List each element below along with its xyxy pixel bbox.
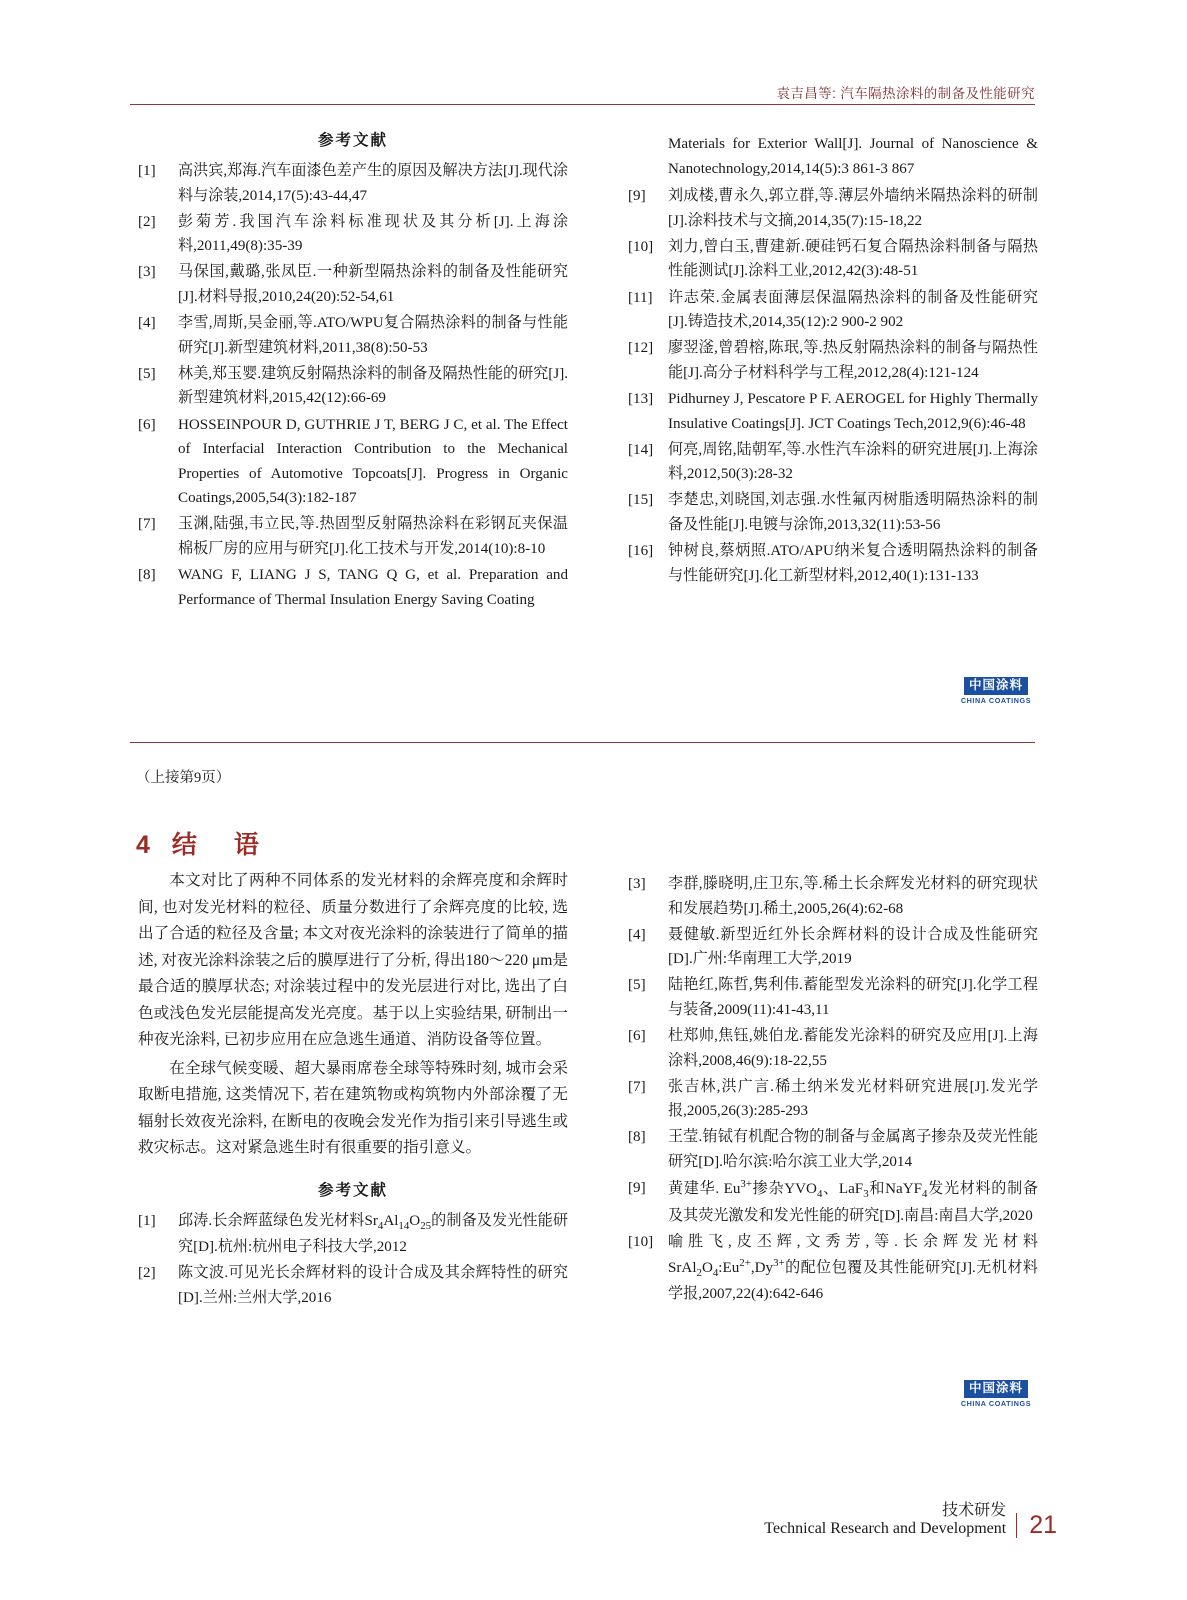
footer-zh: 技术研发 xyxy=(942,1502,1007,1519)
ref-number: [15] xyxy=(628,492,654,509)
article2-left-column xyxy=(138,868,568,1312)
list-item xyxy=(628,387,1038,436)
ref-number: [5] xyxy=(628,977,646,994)
article1-left-reference-list xyxy=(138,159,568,612)
list-item xyxy=(628,1024,1038,1073)
list-item xyxy=(628,1176,1038,1228)
footer-section-label xyxy=(764,1497,1006,1538)
ref-number: [4] xyxy=(628,926,646,943)
ref-text: 黄建华. $Eu^{3+}$掺杂$YVO_4$、LaF$_3$和NaYF$_4$发光材料的制备及其荧光激发和发光性能的研究[D].南昌:南昌大学,2020 xyxy=(668,1178,1038,1224)
list-item xyxy=(138,1209,568,1260)
ref-text: 陈文波.可见光长余辉材料的设计合成及其余辉特性的研究[D].兰州:兰州大学,2016 xyxy=(178,1265,568,1307)
ref-number: [2] xyxy=(138,213,156,230)
continued-from-note: （上接第9页） xyxy=(136,770,231,786)
ref-text: 李雪,周斯,吴金丽,等.ATO/WPU复合隔热涂料的制备与性能研究[J].新型建筑材料,2011,38(8):50-53 xyxy=(178,315,568,356)
list-item xyxy=(138,311,568,360)
header-rule xyxy=(130,104,1035,105)
list-item xyxy=(628,1125,1038,1174)
ref-text: 玉渊,陆强,韦立民,等.热固型反射隔热涂料在彩钢瓦夹保温棉板厂房的应用与研究[J].化工技术与开发,2014(10):8-10 xyxy=(178,516,568,558)
ref-number: [7] xyxy=(628,1078,646,1095)
china-coatings-logo xyxy=(958,676,1034,705)
ref-number: [3] xyxy=(138,264,156,281)
ref-number: [3] xyxy=(628,876,646,892)
article2-left-reference-list xyxy=(138,1209,568,1311)
article2-references-title: 参考文献 xyxy=(317,1181,388,1199)
list-item xyxy=(628,286,1038,335)
page-footer xyxy=(764,1497,1057,1538)
ref-text: 聂健敏.新型近红外长余辉材料的设计合成及性能研究[D].广州:华南理工大学,2019 xyxy=(668,926,1038,968)
ref-number: [6] xyxy=(138,416,156,433)
ref-text: 陆艳红,陈哲,隽利伟.蓄能型发光涂料的研究[J].化学工程与装备,2009(11):41-43,11 xyxy=(668,977,1038,1018)
ref-number: [8] xyxy=(138,567,156,584)
ref-text: 高洪宾,郑海.汽车面漆色差产生的原因及解决方法[J].现代涂料与涂装,2014,17(5):43-44,47 xyxy=(178,163,568,204)
article1-right-column xyxy=(628,132,1038,590)
ref-number: [16] xyxy=(628,543,654,559)
ref-number: [2] xyxy=(138,1265,156,1282)
ref-text: 李楚忠,刘晓国,刘志强.水性氟丙树脂透明隔热涂料的制备及性能[J].电镀与涂饰,2013,32(11):53-56 xyxy=(668,492,1038,533)
section-heading xyxy=(136,825,265,861)
ref-number: [10] xyxy=(628,238,654,255)
ref-text: 钟树良,蔡炳照.ATO/APU纳米复合透明隔热涂料的制备与性能研究[J].化工新型材料,2012,40(1):131-133 xyxy=(668,543,1038,584)
ref-number: [1] xyxy=(138,1212,156,1229)
ref-number: [1] xyxy=(138,163,156,180)
article2-right-reference-list xyxy=(628,872,1038,1307)
ref-text: 刘力,曾白玉,曹建新.硬硅钙石复合隔热涂料制备与隔热性能测试[J].涂料工业,2012,42(3):48-51 xyxy=(668,238,1038,280)
ref-text: 林美,郑玉婴.建筑反射隔热涂料的制备及隔热性能的研究[J].新型建筑材料,2015,42(12):66-69 xyxy=(178,365,568,407)
ref-number: [13] xyxy=(628,390,654,407)
section-title: 结 语 xyxy=(171,831,265,859)
ref-text: 喻胜飞,皮丕辉,文秀芳,等.长余辉发光材料$SrAl_2O_4:Eu^{2+},Dy^{3+}$的配位包覆及其性能研究[J].无机材料学报,2007,22(4):642-646 xyxy=(668,1233,1038,1303)
page-number: 21 xyxy=(1016,1513,1057,1538)
article1-left-column xyxy=(138,128,568,614)
article1-reference-continuation: Materials for Exterior Wall[J]. Journal of Nanoscience & Nanotechnology,2014,14(5):3 861-3 867 xyxy=(668,136,1038,177)
list-item xyxy=(628,872,1038,921)
list-item xyxy=(628,488,1038,537)
ref-number: [8] xyxy=(628,1129,646,1146)
conclusion-paragraph-2: 在全球气候变暖、超大暴雨席卷全球等特殊时刻, 城市会采取断电措施, 这类情况下, 若在建筑物或构筑物内外部涂覆了无辐射长效夜光涂料, 在断电的夜晚会发光作为指引来引导逃生或救灾标志。这对紧急逃生时有很重要的指引意义。 xyxy=(138,1059,568,1156)
list-item xyxy=(138,362,568,411)
ref-text: 廖翌滏,曾碧榕,陈珉,等.热反射隔热涂料的制备与隔热性能[J].高分子材料科学与工程,2012,28(4):121-124 xyxy=(668,340,1038,381)
article2-right-column xyxy=(628,872,1038,1308)
list-item xyxy=(628,1230,1038,1307)
article-divider xyxy=(130,742,1035,743)
list-item xyxy=(628,973,1038,1022)
section-number: 4 xyxy=(136,831,156,859)
ref-text: Pidhurney J, Pescatore P F. AEROGEL for Highly Thermally Insulative Coatings[J]. JCT Coatings Tech,2012,9(6):46-48 xyxy=(668,390,1038,432)
footer-en: Technical Research and Development xyxy=(764,1520,1007,1537)
list-item xyxy=(138,260,568,309)
china-coatings-logo-bottom xyxy=(958,1379,1034,1408)
logo-zh-label: 中国涂料 xyxy=(964,1380,1028,1398)
list-item xyxy=(628,539,1038,588)
list-item xyxy=(138,159,568,208)
ref-text: 许志荣.金属表面薄层保温隔热涂料的制备及性能研究[J].铸造技术,2014,35(12):2 900-2 902 xyxy=(668,289,1038,331)
ref-number: [12] xyxy=(628,340,654,357)
list-item xyxy=(138,512,568,561)
list-item xyxy=(138,563,568,612)
ref-text: HOSSEINPOUR D, GUTHRIE J T, BERG J C, et al. The Effect of Interfacial Interaction Contribution to the Mechanical Properties of Automotive Topcoats[J]. Progress in Organic Coatings,2005,54(3):182-187 xyxy=(178,416,568,507)
article1-right-reference-list xyxy=(628,184,1038,588)
list-item xyxy=(138,1261,568,1310)
ref-number: [9] xyxy=(628,1180,646,1197)
ref-text: WANG F, LIANG J S, TANG Q G, et al. Preparation and Performance of Thermal Insulation Energy Saving Coating xyxy=(178,567,568,608)
list-item xyxy=(628,184,1038,233)
logo-zh-label: 中国涂料 xyxy=(964,677,1028,695)
ref-text: 马保国,戴璐,张凤臣.一种新型隔热涂料的制备及性能研究[J].材料导报,2010,24(20):52-54,61 xyxy=(178,264,568,306)
ref-text: 刘成楼,曹永久,郭立群,等.薄层外墙纳米隔热涂料的研制[J].涂料技术与文摘,2014,35(7):15-18,22 xyxy=(668,188,1038,229)
ref-number: [7] xyxy=(138,516,156,533)
logo-en-label: CHINA COATINGS xyxy=(960,1398,1032,1408)
ref-text: 何亮,周铭,陆朝军,等.水性汽车涂料的研究进展[J].上海涂料,2012,50(3):28-32 xyxy=(668,441,1038,483)
article1-references-title: 参考文献 xyxy=(317,132,388,149)
list-item xyxy=(628,336,1038,385)
list-item xyxy=(628,438,1038,487)
ref-number: [6] xyxy=(628,1028,646,1045)
ref-number: [4] xyxy=(138,315,156,332)
list-item xyxy=(628,235,1038,284)
ref-number: [5] xyxy=(138,365,156,382)
list-item xyxy=(138,210,568,259)
ref-number: [10] xyxy=(628,1233,654,1250)
logo-en-label: CHINA COATINGS xyxy=(960,695,1032,705)
ref-text: 王莹.铕铽有机配合物的制备与金属离子掺杂及荧光性能研究[D].哈尔滨:哈尔滨工业大学,2014 xyxy=(668,1129,1038,1171)
conclusion-paragraph-1: 本文对比了两种不同体系的发光材料的余辉亮度和余辉时间, 也对发光材料的粒径、质量分数进行了余辉亮度的比较, 选出了合适的粒径及含量; 本文对夜光涂料的涂装进行了简单的描述, 对夜光涂料涂装之后的膜厚进行了分析, 得出180～220 μm是最合适的膜厚状态; 对涂装过程中的发光层进行对比, 选出了白色或浅色发光层能提高发光亮度。基于以上实验结果, 研制出一种夜光涂料, 已初步应用在应急逃生通道、消防设备等位置。 xyxy=(138,872,568,1048)
list-item xyxy=(628,1075,1038,1124)
ref-number: [11] xyxy=(628,289,653,306)
ref-text: 彭菊芳.我国汽车涂料标准现状及其分析[J].上海涂料,2011,49(8):35-39 xyxy=(178,213,568,255)
ref-text: 张吉林,洪广言.稀土纳米发光材料研究进展[J].发光学报,2005,26(3):285-293 xyxy=(668,1078,1038,1120)
ref-text: 李群,滕晓明,庄卫东,等.稀土长余辉发光材料的研究现状和发展趋势[J].稀土,2005,26(4):62-68 xyxy=(668,876,1038,917)
ref-number: [9] xyxy=(628,188,646,205)
list-item xyxy=(628,923,1038,972)
ref-text: 邱涛.长余辉蓝绿色发光材料$Sr_4Al_{14}O_{25}$的制备及发光性能研究[D].杭州:杭州电子科技大学,2012 xyxy=(178,1212,568,1256)
ref-text: 杜郑帅,焦钰,姚伯龙.蓄能发光涂料的研究及应用[J].上海涂料,2008,46(9):18-22,55 xyxy=(668,1028,1038,1069)
running-head: 袁吉昌等: 汽车隔热涂料的制备及性能研究 xyxy=(776,86,1035,101)
list-item xyxy=(138,413,568,511)
ref-number: [14] xyxy=(628,441,654,458)
